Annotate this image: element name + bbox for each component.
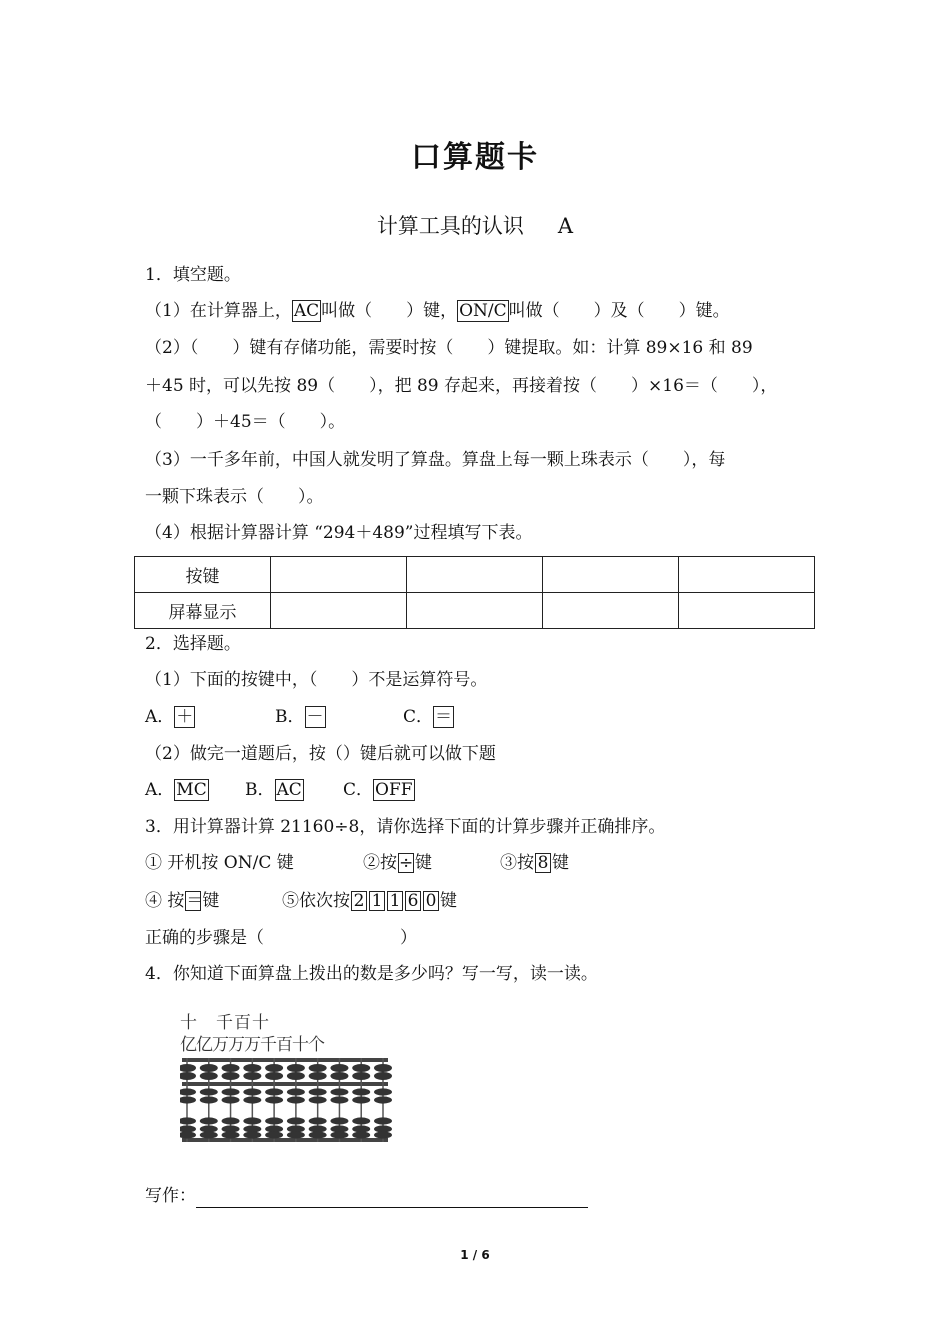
off-key-box: OFF [375, 780, 413, 800]
option-label: A． [145, 780, 175, 800]
abacus-lower-bead [374, 1131, 392, 1138]
q2-part2-options [145, 778, 415, 802]
ac-key-box: AC [276, 780, 302, 800]
abacus-lower-bead [180, 1096, 196, 1103]
subtitle-level: A [557, 214, 574, 238]
eight-key-box: 8 [535, 853, 551, 873]
abacus-lower-bead [265, 1131, 283, 1138]
abacus-frame [180, 1058, 392, 1142]
q3-heading: 3．用计算器计算 21160÷8，请你选择下面的计算步骤并正确排序。 [145, 817, 666, 837]
digit-key-box: 0 [423, 891, 439, 911]
mc-key-box: MC [176, 780, 207, 800]
step-text: 键 [415, 853, 432, 873]
q1-part2-line3: （ ）＋45＝（ ）。 [145, 412, 346, 432]
table-cell[interactable] [271, 557, 407, 593]
abacus-upper-bead [374, 1072, 392, 1080]
abacus-lower-bead [265, 1117, 283, 1124]
abacus-lower-bead [352, 1117, 370, 1124]
abacus-upper-bead [309, 1072, 327, 1080]
abacus-lower-bead [330, 1088, 348, 1095]
q3-step1: ① 开机按 ON/C 键 [145, 853, 294, 873]
digit-key-box: 1 [369, 891, 385, 911]
table-cell[interactable] [271, 593, 407, 629]
abacus-upper-bead [222, 1072, 240, 1080]
abacus-upper-bead [287, 1064, 305, 1072]
q3-step3 [500, 851, 569, 875]
abacus-lower-bead [352, 1096, 370, 1103]
q1-part3-line1: （3）一千多年前，中国人就发明了算盘。算盘上每一颗上珠表示（ ），每 [145, 450, 726, 470]
abacus-lower-bead [243, 1088, 261, 1095]
option-b[interactable] [245, 778, 343, 802]
option-label: C． [343, 780, 374, 800]
step-text: ⑤依次按 [282, 891, 350, 911]
abacus-lower-bead [200, 1088, 218, 1095]
abacus-upper-bead [352, 1072, 370, 1080]
abacus-upper-bead [243, 1064, 261, 1072]
abacus-upper-bead [243, 1072, 261, 1080]
table-row [135, 593, 815, 629]
q3-step2 [363, 851, 500, 875]
abacus-lower-bead [374, 1096, 392, 1103]
abacus-lower-bead [330, 1117, 348, 1124]
option-b[interactable] [275, 705, 403, 729]
q3-answer: 正确的步骤是（ ） [145, 928, 417, 948]
abacus-upper-bead [352, 1064, 370, 1072]
q4-heading: 4．你知道下面算盘上拨出的数是多少吗？写一写，读一读。 [145, 964, 598, 984]
step-text: 键 [440, 891, 457, 911]
option-a[interactable] [145, 778, 245, 802]
abacus-lower-bead [374, 1088, 392, 1095]
abacus-lower-bead [180, 1131, 196, 1138]
minus-key-box: － [306, 707, 324, 727]
abacus-upper-bead [265, 1064, 283, 1072]
abacus-upper-bead [200, 1072, 218, 1080]
option-c[interactable] [343, 778, 415, 802]
page-subtitle [0, 210, 950, 240]
q1-part1-text-a: （1）在计算器上， [145, 301, 292, 321]
table-cell[interactable] [679, 557, 815, 593]
abacus-lower-bead [222, 1117, 240, 1124]
q1-part2-line1: （2）（ ）键有存储功能，需要时按（ ）键提取。如：计算 89×16 和 89 [145, 338, 753, 358]
option-label: B． [245, 780, 275, 800]
table-cell[interactable] [407, 593, 543, 629]
abacus-lower-bead [222, 1096, 240, 1103]
abacus-lower-bead [200, 1096, 218, 1103]
plus-key-box: ＋ [176, 707, 194, 727]
abacus-lower-bead [374, 1117, 392, 1124]
abacus-upper-bead [287, 1072, 305, 1080]
subtitle-text: 计算工具的认识 [376, 214, 524, 238]
abacus-lower-bead [287, 1117, 305, 1124]
q3-step4 [145, 889, 282, 913]
abacus-upper-bead [180, 1064, 196, 1072]
abacus-lower-bead [200, 1131, 218, 1138]
abacus-top-bar [182, 1058, 388, 1062]
equals-key-box: ＝ [186, 891, 204, 911]
abacus-lower-bead [330, 1131, 348, 1138]
abacus-upper-bead [200, 1064, 218, 1072]
abacus-upper-bead [330, 1064, 348, 1072]
abacus-upper-bead [309, 1064, 327, 1072]
abacus-upper-bead [180, 1072, 196, 1080]
table-cell[interactable] [543, 593, 679, 629]
abacus-lower-bead [222, 1088, 240, 1095]
option-label: C． [403, 707, 434, 727]
q1-part2-line2: ＋45 时，可以先按 89（ ），把 89 存起来，再接着按（ ）×16＝（ ）， [145, 376, 778, 396]
abacus-lower-bead [352, 1131, 370, 1138]
q1-part1-text-c: 叫做（ ）及（ ）键。 [508, 301, 730, 321]
abacus-lower-bead [243, 1096, 261, 1103]
step-text: ②按 [363, 853, 397, 873]
keypress-table [134, 556, 815, 629]
digit-key-box: 6 [405, 891, 421, 911]
abacus-lower-bead [243, 1117, 261, 1124]
abacus-lower-bead [200, 1117, 218, 1124]
abacus-bottom-bar [182, 1138, 388, 1142]
option-label: B． [275, 707, 305, 727]
abacus-beam [182, 1082, 388, 1086]
write-answer-line[interactable] [196, 1187, 588, 1208]
abacus-upper-bead [265, 1072, 283, 1080]
q2-heading: 2．选择题。 [145, 634, 241, 654]
table-row-label-keys: 按键 [135, 557, 271, 593]
abacus-lower-bead [243, 1131, 261, 1138]
q2-part1-options [145, 705, 454, 729]
abacus-upper-bead [330, 1072, 348, 1080]
q3-steps-row1 [145, 851, 569, 875]
abacus-lower-bead [287, 1096, 305, 1103]
q2-part2: （2）做完一道题后，按（）键后就可以做下题 [145, 744, 496, 764]
abacus-place-bottom: 亿亿万万万千百十个 [180, 1035, 324, 1055]
abacus-lower-bead [265, 1096, 283, 1103]
abacus-lower-bead [309, 1131, 327, 1138]
digit-key-box: 2 [351, 891, 367, 911]
write-label: 写作： [145, 1186, 196, 1206]
divide-key-box: ÷ [399, 853, 414, 873]
abacus-lower-bead [352, 1088, 370, 1095]
step-text: 键 [202, 891, 220, 911]
abacus-lower-bead [309, 1117, 327, 1124]
abacus-upper-bead [222, 1064, 240, 1072]
step-text: ④ 按 [145, 891, 185, 911]
step-text: ③按 [500, 853, 534, 873]
q3-step5 [282, 889, 457, 913]
abacus-lower-bead [287, 1131, 305, 1138]
q1-part4: （4）根据计算器计算 “294＋489”过程填写下表。 [145, 523, 533, 543]
abacus-lower-bead [180, 1117, 196, 1124]
table-cell[interactable] [679, 593, 815, 629]
q1-part1 [145, 299, 730, 323]
onc-key-box: ON/C [459, 301, 507, 321]
abacus-image [180, 1010, 395, 1150]
table-row [135, 557, 815, 593]
ac-key-box: AC [293, 301, 320, 321]
abacus-place-top: 十 千百十 [180, 1013, 270, 1033]
option-a[interactable] [145, 705, 275, 729]
abacus-upper-bead [374, 1064, 392, 1072]
q1-heading: 1．填空题。 [145, 265, 241, 285]
page-number: 1 / 6 [460, 1248, 490, 1262]
q2-part1: （1）下面的按键中，（ ）不是运算符号。 [145, 670, 488, 690]
equals-key-box: ＝ [435, 707, 453, 727]
step-text: 键 [552, 853, 569, 873]
table-cell[interactable] [407, 557, 543, 593]
q1-part1-text-b: 叫做（ ）键， [321, 301, 458, 321]
abacus-lower-bead [265, 1088, 283, 1095]
digit-key-box: 1 [387, 891, 403, 911]
q3-steps-row2 [145, 889, 457, 913]
table-row-label-display: 屏幕显示 [135, 593, 271, 629]
abacus-lower-bead [309, 1096, 327, 1103]
table-cell[interactable] [543, 557, 679, 593]
q1-part3-line2: 一颗下珠表示（ ）。 [145, 487, 324, 507]
page-title: 口算题卡 [411, 140, 539, 175]
option-c[interactable] [403, 705, 454, 729]
q4-write-row [145, 1184, 588, 1208]
abacus-lower-bead [222, 1131, 240, 1138]
abacus-lower-bead [330, 1096, 348, 1103]
option-label: A． [145, 707, 175, 727]
abacus-lower-bead [309, 1088, 327, 1095]
abacus-lower-bead [287, 1088, 305, 1095]
abacus-lower-bead [180, 1088, 196, 1095]
